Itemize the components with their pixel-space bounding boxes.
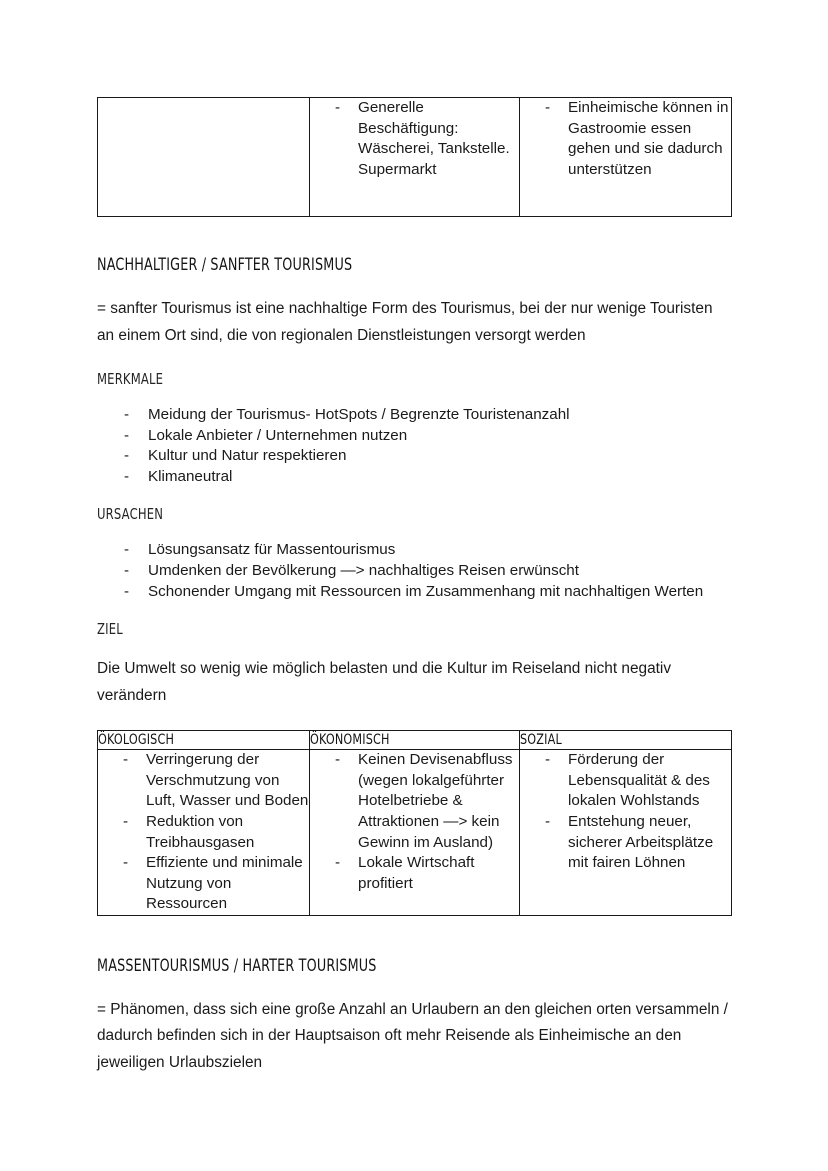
list-merkmale [97, 405, 731, 487]
table-cell-empty [98, 98, 310, 217]
heading-massentourismus: MASSENTOURISMUS / HARTER TOURISMUS [97, 955, 377, 975]
continuation-table [97, 97, 732, 217]
list-item: - Effiziente und minimale Nutzung von Ressourcen [98, 853, 309, 915]
table-cell-oekologisch [98, 750, 310, 916]
heading-ziel: ZIEL [97, 620, 123, 639]
list-item: - Schonender Umgang mit Ressourcen im Zusammenhang mit nachhaltigen Werten [97, 582, 731, 603]
column-header-label: SOZIAL [520, 732, 562, 749]
dimensions-table [97, 730, 732, 916]
list-item: - Umdenken der Bevölkerung —> nachhaltiges Reisen erwünscht [97, 561, 731, 582]
list-item: - Kultur und Natur respektieren [97, 446, 731, 467]
list-item: - Keinen Devisenabfluss (wegen lokalgeführter Hotelbetriebe & Attraktionen —> kein Gewinn im Ausland) [310, 750, 519, 853]
heading-ursachen: URSACHEN [97, 505, 164, 524]
column-header-oekologisch [98, 731, 310, 750]
list-item: - Lösungsansatz für Massentourismus [97, 540, 731, 561]
cell-bullet-list [520, 98, 731, 180]
table-cell [310, 98, 520, 217]
list-ursachen [97, 540, 731, 602]
list-item: - Entstehung neuer, sicherer Arbeitsplätze mit fairen Löhnen [520, 812, 731, 874]
cell-bullet-list [520, 750, 731, 874]
list-item: - Meidung der Tourismus- HotSpots / Begrenzte Touristenanzahl [97, 405, 731, 426]
list-item: - Klimaneutral [97, 467, 731, 488]
list-item: - Reduktion von Treibhausgasen [98, 812, 309, 853]
list-item: - Verringerung der Verschmutzung von Luft, Wasser und Boden [98, 750, 309, 812]
cell-bullet-list [310, 750, 519, 894]
list-item: - Lokale Wirtschaft profitiert [310, 853, 519, 894]
list-item: - Einheimische können in Gastroomie essen gehen und sie dadurch unterstützen [520, 98, 731, 180]
cell-bullet-list [98, 750, 309, 915]
table-header-row [98, 731, 732, 750]
page-content [97, 97, 731, 1076]
table-cell-sozial [520, 750, 732, 916]
cell-bullet-list [310, 98, 519, 180]
definition-sanfter-tourismus: = sanfter Tourismus ist eine nachhaltige Form des Tourismus, bei der nur wenige Touristen an einem Ort sind, die von regionalen Dienstleistungen versorgt werden [97, 300, 713, 344]
definition-massentourismus: = Phänomen, dass sich eine große Anzahl an Urlaubern an den gleichen orten versammeln / dadurch befinden sich in der Hauptsaison oft mehr Reisende als Einheimische an den jeweiligen Urlaubszielen [97, 1000, 728, 1071]
column-header-label: ÖKONOMISCH [310, 732, 390, 749]
list-item: - Generelle Beschäftigung: Wäscherei, Tankstelle. Supermarkt [310, 98, 519, 180]
list-item: - Lokale Anbieter / Unternehmen nutzen [97, 426, 731, 447]
list-item: - Förderung der Lebensqualität & des lokalen Wohlstands [520, 750, 731, 812]
heading-nachhaltiger-tourismus: NACHHALTIGER / SANFTER TOURISMUS [97, 255, 353, 274]
table-cell-oekonomisch [310, 750, 520, 916]
table-row [98, 750, 732, 916]
table-cell [520, 98, 732, 217]
column-header-oekonomisch [310, 731, 520, 750]
column-header-sozial [520, 731, 732, 750]
table-row [98, 98, 732, 217]
column-header-label: ÖKOLOGISCH [98, 732, 175, 749]
ziel-text: Die Umwelt so wenig wie möglich belasten und die Kultur im Reiseland nicht negativ verändern [97, 660, 672, 704]
heading-merkmale: MERKMALE [97, 370, 164, 388]
